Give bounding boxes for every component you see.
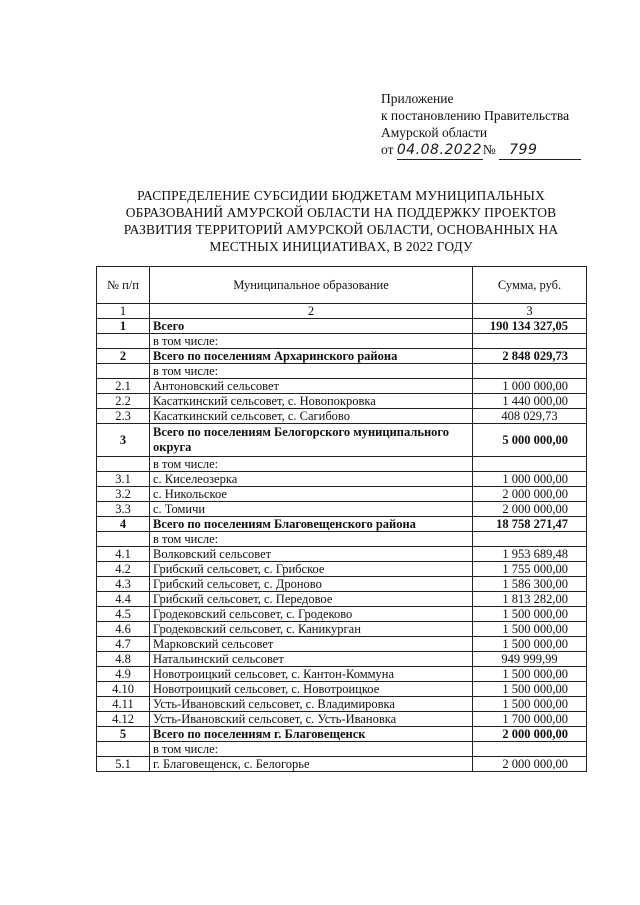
table-row (97, 652, 587, 667)
row-name: с. Томичи (150, 502, 473, 517)
row-number: 4.8 (97, 652, 150, 667)
row-sum: 1 953 689,48 (473, 547, 587, 562)
row-name: Всего по поселениям Архаринского района (150, 349, 473, 364)
decree-date: 04.08.2022 (396, 142, 483, 158)
table-row (97, 607, 587, 622)
row-name: с. Никольское (150, 487, 473, 502)
table-row (97, 517, 587, 532)
row-number: 4.2 (97, 562, 150, 577)
table-row (97, 757, 587, 772)
row-name: Марковский сельсовет (150, 637, 473, 652)
row-name: в том числе: (150, 532, 473, 547)
row-number (97, 364, 150, 379)
row-name: Новотроицкий сельсовет, с. Кантон-Коммуна (150, 667, 473, 682)
row-number: 4.5 (97, 607, 150, 622)
appendix-block (381, 90, 581, 160)
table-row (97, 667, 587, 682)
row-number: 4.12 (97, 712, 150, 727)
row-name: в том числе: (150, 334, 473, 349)
row-name: Всего по поселениям Благовещенского района (150, 517, 473, 532)
row-name: Гродековский сельсовет, с. Каникурган (150, 622, 473, 637)
row-number (97, 334, 150, 349)
table-row (97, 364, 587, 379)
row-number: 5.1 (97, 757, 150, 772)
row-name: Натальинский сельсовет (150, 652, 473, 667)
row-name: Касаткинский сельсовет, с. Сагибово (150, 409, 473, 424)
row-sum: 2 000 000,00 (473, 757, 587, 772)
appendix-line-2: к постановлению Правительства (381, 108, 570, 123)
table-row (97, 487, 587, 502)
header-sum: Сумма, руб. (473, 267, 587, 304)
row-sum: 1 500 000,00 (473, 697, 587, 712)
table-row (97, 727, 587, 742)
row-sum: 2 000 000,00 (473, 727, 587, 742)
row-sum (473, 742, 587, 757)
col-number: 2 (150, 304, 473, 319)
row-number: 2.2 (97, 394, 150, 409)
row-name: Касаткинский сельсовет, с. Новопокровка (150, 394, 473, 409)
row-number: 3.1 (97, 472, 150, 487)
row-number: 2.3 (97, 409, 150, 424)
table-row (97, 577, 587, 592)
number-prefix: № (482, 142, 496, 157)
appendix-line-3: Амурской области (381, 125, 488, 140)
row-number (97, 742, 150, 757)
row-name: г. Благовещенск, с. Белогорье (150, 757, 473, 772)
row-sum (473, 457, 587, 472)
row-number: 4.7 (97, 637, 150, 652)
table-row (97, 334, 587, 349)
subsidy-table (96, 266, 587, 772)
row-name: Всего по поселениям Белогорского муниципального округа (150, 424, 473, 457)
header-num: № п/п (97, 267, 150, 304)
table-row (97, 712, 587, 727)
row-sum: 1 755 000,00 (473, 562, 587, 577)
row-number: 4.1 (97, 547, 150, 562)
table-row (97, 532, 587, 547)
row-name: с. Киселеозерка (150, 472, 473, 487)
row-sum: 5 000 000,00 (473, 424, 587, 457)
row-sum: 18 758 271,47 (473, 517, 587, 532)
row-sum: 1 500 000,00 (473, 637, 587, 652)
row-name: Волковский сельсовет (150, 547, 473, 562)
decree-reference (381, 141, 581, 160)
table-row (97, 562, 587, 577)
row-name: Усть-Ивановский сельсовет, с. Усть-Ивановка (150, 712, 473, 727)
row-number: 4.6 (97, 622, 150, 637)
row-number: 4.4 (97, 592, 150, 607)
row-sum (473, 334, 587, 349)
row-sum: 190 134 327,05 (473, 319, 587, 334)
row-number: 4 (97, 517, 150, 532)
column-number-row (97, 304, 587, 319)
row-sum: 1 440 000,00 (473, 394, 587, 409)
row-number: 4.3 (97, 577, 150, 592)
row-name: Гродековский сельсовет, с. Гродеково (150, 607, 473, 622)
table-header-row (97, 267, 587, 304)
row-name: Усть-Ивановский сельсовет, с. Владимировка (150, 697, 473, 712)
row-sum: 1 000 000,00 (473, 472, 587, 487)
row-name: Всего по поселениям г. Благовещенск (150, 727, 473, 742)
row-sum: 1 500 000,00 (473, 667, 587, 682)
table-row (97, 379, 587, 394)
row-sum: 408 029,73 (473, 409, 587, 424)
row-sum: 1 813 282,00 (473, 592, 587, 607)
row-name: в том числе: (150, 457, 473, 472)
appendix-line-1: Приложение (381, 91, 454, 106)
table-row (97, 622, 587, 637)
row-sum: 2 848 029,73 (473, 349, 587, 364)
header-name: Муниципальное образование (150, 267, 473, 304)
row-number: 3 (97, 424, 150, 457)
row-name: в том числе: (150, 364, 473, 379)
row-name: Грибский сельсовет, с. Грибское (150, 562, 473, 577)
row-sum (473, 364, 587, 379)
table-row (97, 502, 587, 517)
table-row (97, 697, 587, 712)
table-row (97, 472, 587, 487)
row-number (97, 532, 150, 547)
table-body (97, 319, 587, 772)
col-number: 1 (97, 304, 150, 319)
row-number: 3.2 (97, 487, 150, 502)
decree-number: 799 (499, 142, 581, 160)
row-number: 5 (97, 727, 150, 742)
row-name: Антоновский сельсовет (150, 379, 473, 394)
row-name: Грибский сельсовет, с. Передовое (150, 592, 473, 607)
row-number: 3.3 (97, 502, 150, 517)
table-row (97, 424, 587, 457)
row-sum: 1 586 300,00 (473, 577, 587, 592)
row-name: в том числе: (150, 742, 473, 757)
row-number: 4.11 (97, 697, 150, 712)
document-title: РАСПРЕДЕЛЕНИЕ СУБСИДИИ БЮДЖЕТАМ МУНИЦИПАЛЬНЫХ ОБРАЗОВАНИЙ АМУРСКОЙ ОБЛАСТИ НА ПОДДЕРЖКУ ПРОЕКТОВ РАЗВИТИЯ ТЕРРИТОРИЙ АМУРСКОЙ ОБЛАСТИ, ОСНОВАННЫХ НА МЕСТНЫХ ИНИЦИАТИВАХ, В 2022 ГОДУ (123, 188, 559, 254)
row-number: 4.9 (97, 667, 150, 682)
table-row (97, 637, 587, 652)
table-row (97, 394, 587, 409)
row-name: Всего (150, 319, 473, 334)
row-sum: 1 000 000,00 (473, 379, 587, 394)
row-number: 1 (97, 319, 150, 334)
row-sum: 1 700 000,00 (473, 712, 587, 727)
row-sum: 2 000 000,00 (473, 502, 587, 517)
row-name: Грибский сельсовет, с. Дроново (150, 577, 473, 592)
table-row (97, 457, 587, 472)
table-row (97, 349, 587, 364)
col-number: 3 (473, 304, 587, 319)
row-sum (473, 532, 587, 547)
row-number: 2 (97, 349, 150, 364)
row-sum: 1 500 000,00 (473, 682, 587, 697)
table-row (97, 409, 587, 424)
row-number: 4.10 (97, 682, 150, 697)
table-row (97, 742, 587, 757)
row-sum: 949 999,99 (473, 652, 587, 667)
table-row (97, 547, 587, 562)
row-sum: 1 500 000,00 (473, 622, 587, 637)
row-name: Новотроицкий сельсовет, с. Новотроицкое (150, 682, 473, 697)
date-prefix: от (381, 142, 394, 157)
table-row (97, 682, 587, 697)
row-number (97, 457, 150, 472)
row-sum: 2 000 000,00 (473, 487, 587, 502)
table-row (97, 319, 587, 334)
row-sum: 1 500 000,00 (473, 607, 587, 622)
table-row (97, 592, 587, 607)
row-number: 2.1 (97, 379, 150, 394)
